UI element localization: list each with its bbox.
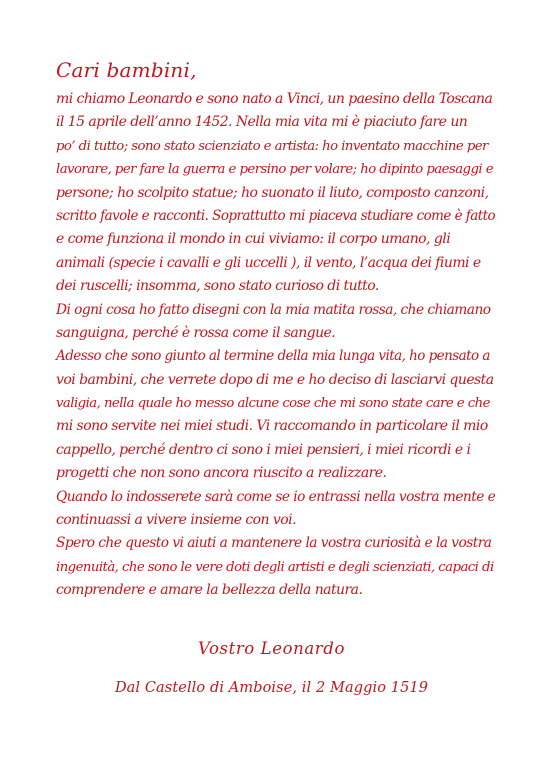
letter-line: comprendere e amare la bellezza della natura. [56, 582, 363, 599]
letter-line: mi sono servite nei miei studi. Vi raccomando in particolare il mio [56, 418, 488, 435]
letter-line: po’ di tutto; sono stato scienziato e artista: ho inventato macchine per [56, 138, 488, 154]
letter-line: persone; ho scolpito statue; ho suonato il liuto, composto canzoni, [56, 184, 489, 201]
letter-line: cappello, perché dentro ci sono i miei pensieri, i miei ricordi e i [56, 441, 471, 458]
letter-line: scritto favole e racconti. Soprattutto mi piaceva studiare come è fatto [56, 207, 496, 224]
letter-line: dei ruscelli; insomma, sono stato curioso di tutto. [56, 278, 379, 295]
letter-line: mi chiamo Leonardo e sono nato a Vinci, un paesino della Toscana [56, 91, 493, 107]
letter-line: Di ogni cosa ho fatto disegni con la mia matita rossa, che chiamano [56, 301, 491, 318]
letter-line: Quando lo indosserete sarà come se io entrassi nella vostra mente e [56, 488, 496, 505]
letter-dateline: Dal Castello di Amboise, il 2 Maggio 1519 [114, 680, 429, 696]
letter-line: valigia, nella quale ho messo alcune cose che mi sono state care e che [56, 396, 490, 412]
letter-line: il 15 aprile dell’anno 1452. Nella mia vita mi è piaciuto fare un [56, 114, 468, 131]
letter-line: lavorare, per fare la guerra e persino per volare; ho dipinto paesaggi e [56, 162, 494, 178]
letter-salutation: Cari bambini, [56, 58, 197, 82]
letter-line: progetti che non sono ancora riuscito a realizzare. [56, 465, 387, 482]
letter-line: voi bambini, che verrete dopo di me e ho deciso di lasciarvi questa [56, 371, 494, 388]
letter-line: ingenuità, che sono le vere doti degli artisti e degli scienziati, capaci di [56, 559, 494, 575]
letter-line: Spero che questo vi aiuti a mantenere la vostra curiosità e la vostra [56, 535, 492, 552]
letter-body [56, 88, 496, 603]
letter-line: animali (specie i cavalli e gli uccelli ), il vento, l’acqua dei fiumi e [56, 254, 481, 271]
letter-line: Adesso che sono giunto al termine della mia lunga vita, ho pensato a [56, 348, 490, 365]
letter-line: sanguigna, perché è rossa come il sangue. [56, 324, 336, 341]
letter-line: continuassi a vivere insieme con voi. [56, 512, 296, 529]
letter-signature: Vostro Leonardo [197, 639, 345, 658]
letter-line: e come funziona il mondo in cui viviamo: il corpo umano, gli [56, 231, 451, 248]
